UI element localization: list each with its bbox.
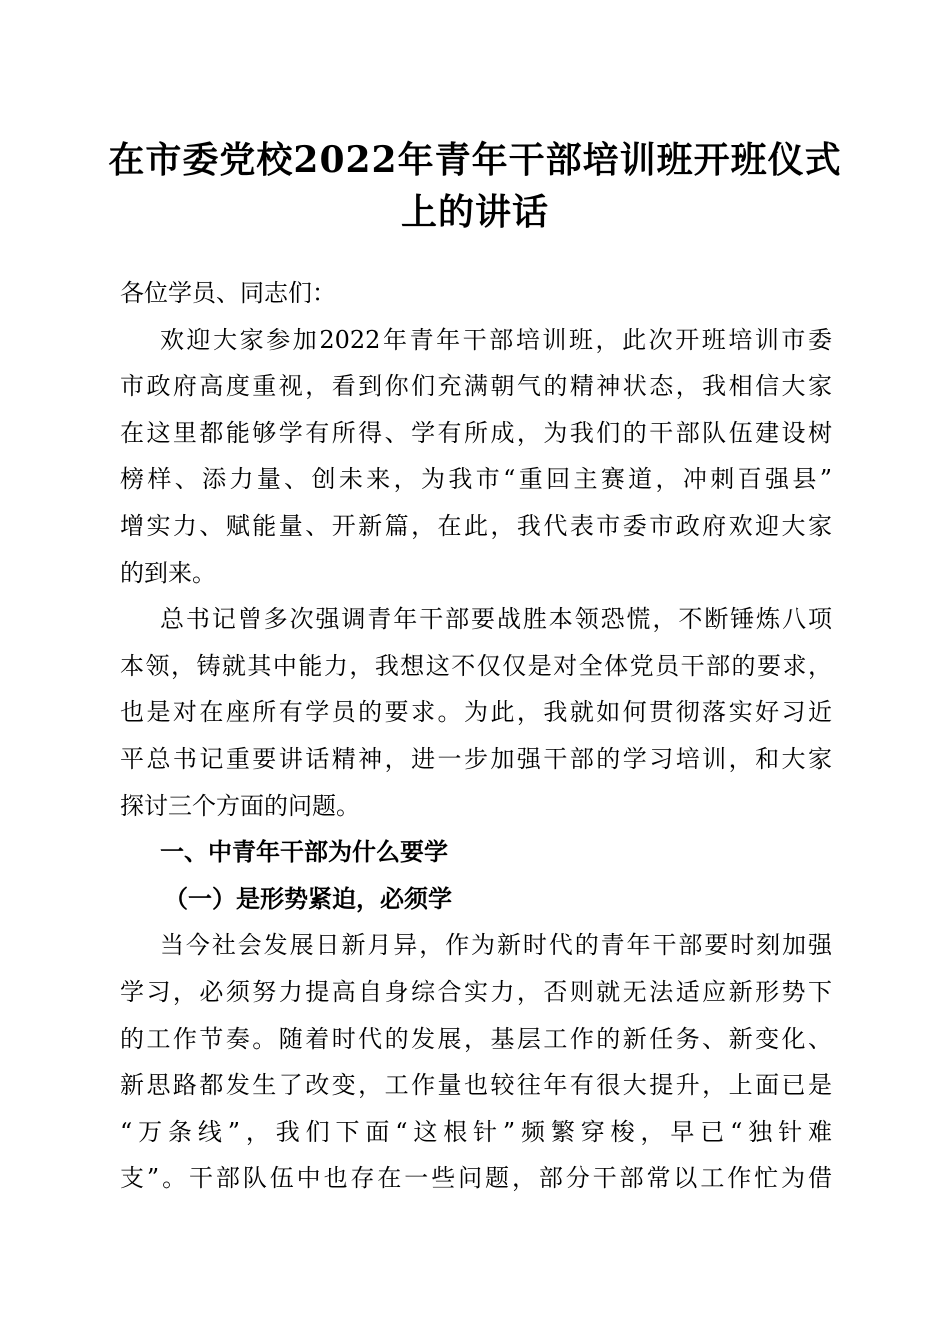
paragraph-line: 增实力、赋能量、开新篇，在此，我代表市委市政府欢迎大家: [120, 511, 832, 540]
document-title: [0, 134, 950, 238]
paragraph-line: 支”。干部队伍中也存在一些问题，部分干部常以工作忙为借: [120, 1164, 832, 1193]
paragraph-line: “万条线”，我们下面“这根针”频繁穿梭，早已“独针难: [120, 1117, 832, 1146]
paragraph-line: 本领，铸就其中能力，我想这不仅仅是对全体党员干部的要求，: [120, 651, 832, 680]
paragraph-3: [120, 922, 832, 1202]
section-heading: 一、中青年干部为什么要学: [160, 838, 448, 867]
paragraph-1: [120, 317, 832, 597]
paragraph-line: 探讨三个方面的问题。: [120, 791, 360, 820]
document-body: [120, 270, 832, 1202]
subsection-heading: （一）是形势紧迫，必须学: [164, 883, 452, 913]
paragraph-line: 榜样、添力量、创未来，为我市“重回主赛道，冲刺百强县”: [120, 465, 832, 494]
paragraph-line: 平总书记重要讲话精神，进一步加强干部的学习培训，和大家: [120, 744, 832, 773]
paragraph-line: 学习，必须努力提高自身综合实力，否则就无法适应新形势下: [120, 977, 832, 1006]
paragraph-line: 市政府高度重视，看到你们充满朝气的精神状态，我相信大家: [120, 372, 832, 401]
paragraph-2: [120, 596, 832, 829]
paragraph-line: 也是对在座所有学员的要求。为此，我就如何贯彻落实好习近: [120, 698, 832, 727]
paragraph-line: 的工作节奏。随着时代的发展，基层工作的新任务、新变化、: [120, 1024, 832, 1053]
title-line-1: 在市委党校2022年青年干部培训班开班仪式: [108, 139, 842, 181]
salutation: 各位学员、同志们：: [120, 279, 336, 307]
paragraph-line: 当今社会发展日新月异，作为新时代的青年干部要时刻加强: [160, 931, 832, 960]
paragraph-line: 欢迎大家参加2022年青年干部培训班，此次开班培训市委: [160, 325, 832, 354]
paragraph-line: 在这里都能够学有所得、学有所成，为我们的干部队伍建设树: [120, 418, 832, 447]
paragraph-line: 新思路都发生了改变，工作量也较往年有很大提升，上面已是: [120, 1071, 832, 1100]
title-line-2: 上的讲话: [400, 191, 549, 233]
paragraph-line: 总书记曾多次强调青年干部要战胜本领恐慌，不断锤炼八项: [160, 605, 832, 634]
paragraph-line: 的到来。: [120, 558, 216, 587]
